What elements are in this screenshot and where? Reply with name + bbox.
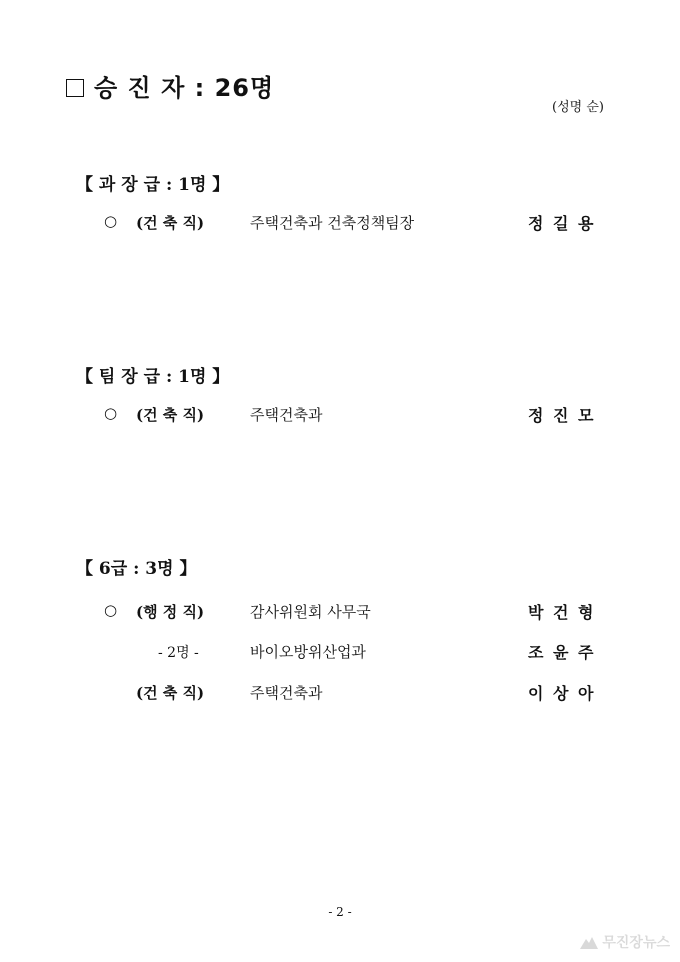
department: 주택건축과 [250,406,323,424]
department: 바이오방위산업과 [250,643,366,661]
sort-note: (성명 순) [552,100,604,115]
person-name: 정 진 모 [528,406,596,425]
bullet-circle-icon: ○ [104,212,118,230]
department: 주택건축과 건축정책팀장 [250,214,415,232]
department: 주택건축과 [250,684,323,702]
bullet-circle-icon: ○ [104,404,118,422]
job-category: (행 정 직) [136,603,205,621]
department: 감사위원회 사무국 [250,603,371,621]
watermark [580,932,670,952]
checkbox-square-icon [66,79,84,97]
person-name: 조 윤 주 [528,643,596,662]
job-category: (건 축 직) [136,684,205,702]
section-heading-division-chief: 【 과 장 급 : 1명 】 [76,175,230,195]
person-name: 박 건 형 [528,603,596,622]
section-heading-team-leader: 【 팀 장 급 : 1명 】 [76,367,230,387]
page-title: 승 진 자 : 26명 [66,68,274,103]
watermark-text: 무진장뉴스 [602,935,670,951]
count-note: - 2명 - [158,645,199,661]
job-category: (건 축 직) [136,406,205,424]
person-name: 이 상 아 [528,684,596,703]
section-heading-grade-6: 【 6급 : 3명 】 [76,559,197,579]
job-category: (건 축 직) [136,214,205,232]
page-number: - 2 - [328,905,352,919]
bullet-circle-icon: ○ [104,601,118,619]
person-name: 정 길 용 [528,214,596,233]
mountain-logo-icon [580,935,598,949]
